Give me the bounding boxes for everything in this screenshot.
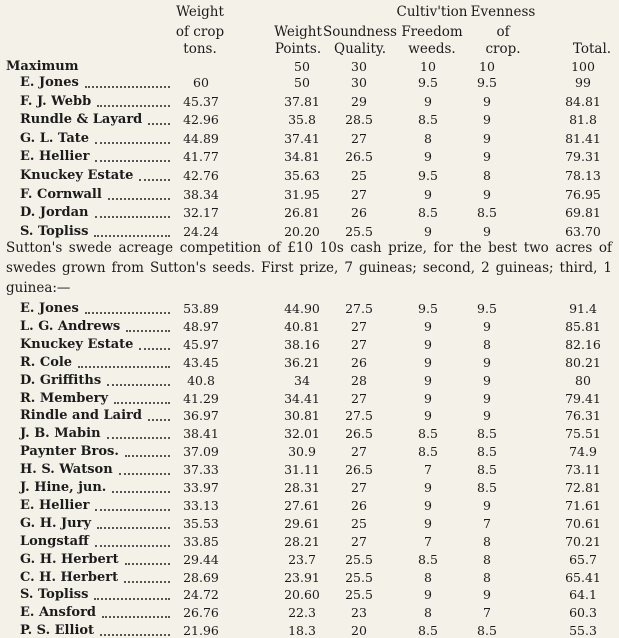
table1-cell: 99: [575, 75, 591, 90]
table2-cell: 9: [424, 390, 432, 406]
table2-cell: 9: [424, 372, 432, 388]
table2-cell: 41.29: [183, 390, 219, 406]
table1-cell: 50: [294, 75, 310, 90]
maximum-value: 100: [571, 59, 595, 74]
table2-cell: 21.96: [183, 623, 219, 638]
dotted-leader: [100, 630, 170, 636]
table1-row-name: F. J. Webb: [20, 93, 92, 109]
table1-cell: 8.5: [418, 112, 438, 128]
table2-cell: 8.5: [477, 462, 497, 478]
table1-cell: 9: [483, 149, 491, 165]
table1-cell: 26.5: [345, 149, 373, 165]
table2-cell: 33.97: [183, 480, 219, 495]
table1-row-name: F. Cornwall: [20, 186, 102, 202]
table1-cell: 8.5: [418, 205, 438, 221]
table2-row-name: J. Hine, jun.: [20, 480, 107, 495]
table2-row-name: D. Griffiths: [20, 372, 102, 388]
maximum-label: Maximum: [6, 59, 79, 74]
table2-cell: 27.5: [345, 408, 373, 424]
table2-cell: 27.5: [345, 301, 373, 316]
dotted-leader: [95, 541, 170, 547]
table2-row-name: R. Cole: [20, 354, 73, 370]
column-header: Cultiv'tion: [396, 4, 468, 20]
table2-cell: 8.5: [418, 551, 438, 567]
table2-cell: 24.72: [183, 587, 219, 603]
dotted-leader: [94, 231, 170, 237]
table2-cell: 53.89: [183, 301, 219, 316]
table2-cell: 20: [351, 623, 367, 638]
table2-cell: 8: [424, 605, 432, 621]
table1-cell: 9.5: [418, 75, 438, 90]
table2-cell: 23.7: [288, 551, 316, 567]
table2-row-name: C. H. Herbert: [20, 569, 119, 585]
table2-cell: 9.5: [418, 301, 438, 316]
dotted-leader: [78, 362, 170, 368]
dotted-leader: [95, 212, 171, 218]
column-header: weeds.: [408, 41, 456, 57]
table2-cell: 8: [483, 533, 491, 549]
table2-cell: 79.41: [565, 390, 601, 406]
table1-cell: 9: [424, 186, 432, 202]
table1-cell: 79.31: [565, 149, 601, 165]
table1-cell: 81.41: [565, 130, 601, 146]
table1-cell: 63.70: [565, 223, 601, 239]
dotted-leader: [102, 612, 170, 618]
column-header: crop.: [485, 41, 521, 57]
table2-cell: 65.7: [569, 551, 597, 567]
table1-cell: 34.81: [284, 149, 320, 165]
dotted-leader: [97, 523, 170, 529]
table2-cell: 72.81: [565, 480, 601, 495]
maximum-value: 10: [420, 59, 436, 74]
table2-cell: 31.11: [284, 462, 320, 478]
table2-cell: 8: [483, 336, 491, 352]
column-header: of crop: [175, 24, 225, 40]
table2-cell: 27: [351, 336, 367, 352]
table2-cell: 65.41: [565, 569, 601, 585]
table2-row-name: E. Jones: [20, 301, 79, 316]
table1-row-name: S. Topliss: [20, 223, 89, 239]
table2-cell: 27: [351, 533, 367, 549]
column-header: Freedom: [401, 24, 463, 40]
table2-cell: 30.9: [288, 444, 316, 460]
dotted-leader: [85, 308, 170, 314]
table2-cell: 75.51: [565, 426, 601, 442]
table2-cell: 76.31: [565, 408, 601, 424]
table1-cell: 69.81: [565, 205, 601, 221]
table2-cell: 8: [483, 551, 491, 567]
dotted-leader: [97, 101, 170, 107]
table2-row-name: R. Membery: [20, 390, 109, 406]
table1-cell: 9: [483, 93, 491, 109]
table1-cell: 37.41: [284, 130, 320, 146]
column-header: Evenness: [470, 4, 536, 20]
table2-cell: 30.81: [284, 408, 320, 424]
table2-cell: 70.21: [565, 533, 601, 549]
table1-cell: 30: [351, 75, 367, 90]
dotted-leader: [95, 138, 170, 144]
table2-cell: 43.45: [183, 354, 219, 370]
table2-cell: 9: [424, 354, 432, 370]
table2-cell: 28.21: [284, 533, 320, 549]
table2-cell: 38.41: [183, 426, 219, 442]
table2-cell: 26.5: [345, 462, 373, 478]
table2-cell: 8.5: [477, 623, 497, 638]
table2-cell: 9: [483, 497, 491, 513]
column-header: tons.: [183, 41, 217, 57]
table1-cell: 8.5: [477, 205, 497, 221]
table1-cell: 81.8: [569, 112, 597, 128]
table2-cell: 85.81: [565, 318, 601, 334]
table1-cell: 35.63: [284, 168, 320, 183]
table1-cell: 37.81: [284, 93, 320, 109]
table2-cell: 9: [483, 318, 491, 334]
table1-row-name: Rundle & Layard: [20, 112, 143, 128]
table1-cell: 29: [351, 93, 367, 109]
table2-cell: 8.5: [418, 426, 438, 442]
table2-row-name: J. B. Mabin: [20, 426, 101, 442]
table1-cell: 9: [483, 112, 491, 128]
table2-cell: 27: [351, 318, 367, 334]
table2-cell: 9: [424, 497, 432, 513]
table1-cell: 9: [483, 223, 491, 239]
table2-cell: 22.3: [288, 605, 316, 621]
table2-cell: 36.97: [183, 408, 219, 424]
table2-cell: 8.5: [477, 444, 497, 460]
table2-cell: 9: [483, 372, 491, 388]
table2-row-name: Paynter Bros.: [20, 444, 119, 460]
table1-cell: 31.95: [284, 186, 320, 202]
table2-cell: 7: [424, 533, 432, 549]
table2-cell: 40.81: [284, 318, 320, 334]
table1-cell: 26.81: [284, 205, 320, 221]
table2-cell: 44.90: [284, 301, 320, 316]
table2-cell: 29.61: [284, 515, 320, 531]
table1-row-name: E. Jones: [20, 75, 79, 90]
table2-cell: 29.44: [183, 551, 219, 567]
table1-row-name: G. L. Tate: [20, 130, 90, 146]
table2-cell: 80.21: [565, 354, 601, 370]
table2-cell: 7: [424, 462, 432, 478]
table1-cell: 76.95: [565, 186, 601, 202]
table1-row-name: D. Jordan: [20, 205, 89, 221]
column-header: Weight: [176, 4, 224, 20]
table2-cell: 37.33: [183, 462, 219, 478]
table1-cell: 45.37: [183, 93, 219, 109]
table1-cell: 60: [193, 75, 209, 90]
table2-cell: 7: [483, 515, 491, 531]
column-header: Soundness: [323, 24, 397, 40]
table2-row-name: H. S. Watson: [20, 462, 113, 478]
table1-cell: 9: [424, 149, 432, 165]
table2-cell: 38.16: [284, 336, 320, 352]
column-header: Quality.: [334, 41, 386, 57]
table2-cell: 48.97: [183, 318, 219, 334]
table2-cell: 9: [424, 515, 432, 531]
table1-cell: 28.5: [345, 112, 373, 128]
table1-cell: 78.13: [565, 168, 601, 183]
table2-cell: 26: [351, 354, 367, 370]
table1-cell: 9: [483, 186, 491, 202]
table2-cell: 8.5: [418, 444, 438, 460]
table2-row-name: Rindle and Laird: [20, 408, 142, 424]
table2-cell: 9: [483, 390, 491, 406]
table2-cell: 26.5: [345, 426, 373, 442]
column-header: of: [496, 24, 510, 40]
table2-row-name: Knuckey Estate: [20, 336, 134, 352]
table2-cell: 18.3: [288, 623, 316, 638]
table2-cell: 20.60: [284, 587, 320, 603]
table1-cell: 27: [351, 130, 367, 146]
table2-row-name: L. G. Andrews: [20, 318, 121, 334]
table2-row-name: G. H. Herbert: [20, 551, 119, 567]
column-header: Points.: [274, 41, 322, 57]
table2-cell: 9: [424, 336, 432, 352]
table2-cell: 27.61: [284, 497, 320, 513]
table2-row-name: Longstaff: [20, 533, 89, 549]
table2-cell: 26.76: [183, 605, 219, 621]
table2-cell: 23.91: [284, 569, 320, 585]
table2-cell: 9: [483, 408, 491, 424]
table2-row-name: P. S. Elliot: [20, 623, 95, 638]
table2-cell: 9.5: [477, 301, 497, 316]
table2-row-name: E. Ansford: [20, 605, 97, 621]
table2-cell: 25.5: [345, 569, 373, 585]
table1-cell: 27: [351, 186, 367, 202]
table1-cell: 9: [424, 93, 432, 109]
table2-row-name: G. H. Jury: [20, 515, 92, 531]
table2-cell: 36.21: [284, 354, 320, 370]
table2-cell: 34.41: [284, 390, 320, 406]
table2-cell: 23: [351, 605, 367, 621]
table2-cell: 28.69: [183, 569, 219, 585]
table1-cell: 42.76: [183, 168, 219, 183]
table2-cell: 9: [483, 587, 491, 603]
maximum-value: 10: [479, 59, 495, 74]
table2-cell: 35.53: [183, 515, 219, 531]
table2-cell: 34: [294, 372, 310, 388]
table2-cell: 27: [351, 444, 367, 460]
table1-cell: 25: [351, 168, 367, 183]
competition-paragraph: Sutton's swede acreage competition of £10 10s cash prize, for the best two acres of swedes grown from Sutton's seeds. First prize, 7 guineas; second, 2 guineas; third, 1 guinea:—: [6, 240, 612, 296]
table2-cell: 33.85: [183, 533, 219, 549]
table1-cell: 8: [424, 130, 432, 146]
table2-cell: 27: [351, 480, 367, 495]
table2-cell: 91.4: [569, 301, 597, 316]
table2-cell: 71.61: [565, 497, 601, 513]
table2-cell: 32.01: [284, 426, 320, 442]
column-header: Total.: [572, 41, 612, 57]
column-header: Weight: [274, 24, 322, 40]
table1-cell: 9: [483, 130, 491, 146]
table1-cell: 9: [424, 223, 432, 239]
table1-row-name: Knuckey Estate: [20, 168, 134, 183]
table2-cell: 74.9: [569, 444, 597, 460]
table2-cell: 28: [351, 372, 367, 388]
table2-cell: 26: [351, 497, 367, 513]
table2-cell: 45.97: [183, 336, 219, 352]
table2-cell: 33.13: [183, 497, 219, 513]
table2-cell: 40.8: [187, 372, 215, 388]
table2-cell: 8.5: [477, 480, 497, 495]
table1-row-name: E. Hellier: [20, 149, 90, 165]
table2-cell: 37.09: [183, 444, 219, 460]
table1-cell: 32.17: [183, 205, 219, 221]
table2-cell: 25.5: [345, 551, 373, 567]
table2-cell: 9: [424, 408, 432, 424]
table1-cell: 38.34: [183, 186, 219, 202]
table2-cell: 25: [351, 515, 367, 531]
table1-cell: 26: [351, 205, 367, 221]
table1-cell: 20.20: [284, 223, 320, 239]
table2-row-name: E. Hellier: [20, 497, 90, 513]
table2-cell: 64.1: [569, 587, 597, 603]
table2-cell: 80: [575, 372, 591, 388]
table2-cell: 55.3: [569, 623, 597, 638]
table1-cell: 84.81: [565, 93, 601, 109]
dotted-leader: [85, 82, 170, 88]
maximum-value: 50: [294, 59, 310, 74]
table1-cell: 35.8: [288, 112, 316, 128]
maximum-value: 30: [351, 59, 367, 74]
table1-cell: 25.5: [345, 223, 373, 239]
table2-cell: 9: [424, 587, 432, 603]
table1-cell: 41.77: [183, 149, 219, 165]
table2-cell: 28.31: [284, 480, 320, 495]
table2-cell: 8: [424, 569, 432, 585]
table2-row-name: S. Topliss: [20, 587, 89, 603]
table2-cell: 8: [483, 569, 491, 585]
table1-cell: 24.24: [183, 223, 219, 239]
table2-cell: 27: [351, 390, 367, 406]
table1-cell: 8: [483, 168, 491, 183]
table2-cell: 25.5: [345, 587, 373, 603]
table2-cell: 82.16: [565, 336, 601, 352]
table1-cell: 9.5: [418, 168, 438, 183]
table2-cell: 9: [483, 354, 491, 370]
table1-cell: 9.5: [477, 75, 497, 90]
table2-cell: 7: [483, 605, 491, 621]
dotted-leader: [95, 505, 170, 511]
table2-cell: 70.61: [565, 515, 601, 531]
table2-cell: 73.11: [565, 462, 601, 478]
dotted-leader: [94, 594, 170, 600]
table1-cell: 44.89: [183, 130, 219, 146]
dotted-leader: [95, 156, 170, 162]
table2-cell: 9: [424, 318, 432, 334]
table2-cell: 8.5: [477, 426, 497, 442]
table2-cell: 8.5: [418, 623, 438, 638]
table2-cell: 60.3: [569, 605, 597, 621]
table1-cell: 42.96: [183, 112, 219, 128]
table2-cell: 9: [424, 480, 432, 495]
